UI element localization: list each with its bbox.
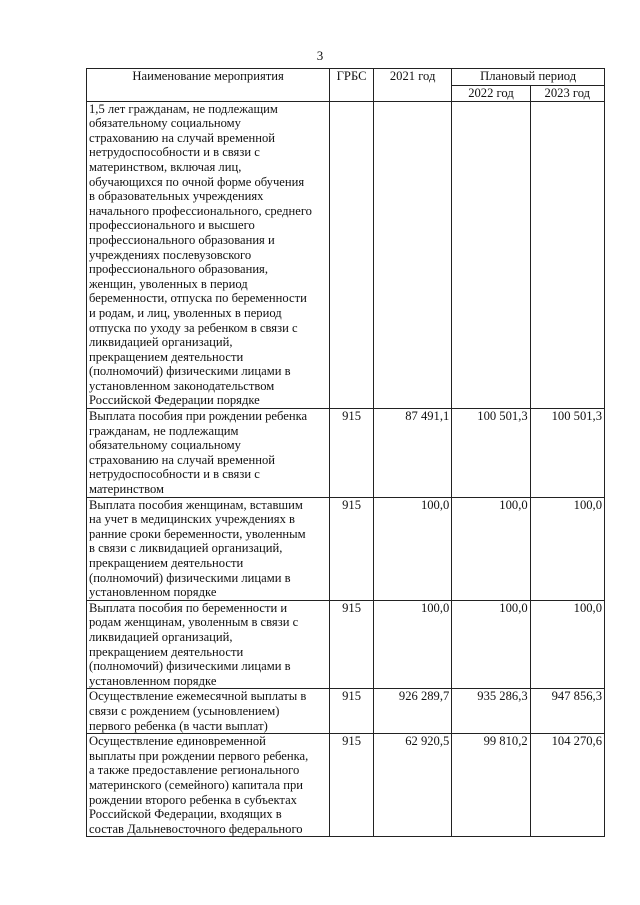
row-2023: 100,0 <box>530 600 604 689</box>
row-2023: 104 270,6 <box>530 734 604 837</box>
row-name: Осуществление ежемесячной выплаты в связи с рождением (усыновлением) первого ребенка (в части выплат) <box>87 689 330 734</box>
row-name: Выплата пособия по беременности и родам женщинам, уволенным в связи с ликвидацией организаций, прекращением деятельности (полномочий) физическими лицами в установленном порядке <box>87 600 330 689</box>
header-2023: 2023 год <box>530 86 604 102</box>
header-2022: 2022 год <box>452 86 530 102</box>
row-2023 <box>530 101 604 408</box>
table-row <box>87 101 605 408</box>
row-name: Осуществление единовременной выплаты при рождении первого ребенка, а также предоставление регионального материнского (семейного) капитала при рождении второго ребенка в субъектах Российской Федерации, входящих в состав Дальневосточного федерального <box>87 734 330 837</box>
row-2021: 62 920,5 <box>373 734 451 837</box>
row-grbs: 915 <box>330 689 374 734</box>
row-grbs: 915 <box>330 497 374 600</box>
header-2021: 2021 год <box>373 69 451 102</box>
table-row <box>87 600 605 689</box>
header-grbs: ГРБС <box>330 69 374 102</box>
table-row <box>87 497 605 600</box>
table-row <box>87 689 605 734</box>
row-2021: 100,0 <box>373 600 451 689</box>
row-2021: 926 289,7 <box>373 689 451 734</box>
header-planned-period: Плановый период <box>452 69 605 86</box>
row-2023: 100 501,3 <box>530 409 604 498</box>
row-grbs: 915 <box>330 734 374 837</box>
row-2022: 100 501,3 <box>452 409 530 498</box>
row-2022 <box>452 101 530 408</box>
row-name: 1,5 лет гражданам, не подлежащим обязательному социальному страхованию на случай временной нетрудоспособности и в связи с материнством, включая лиц, обучающихся по очной форме обучения в образовательных учреждениях начального профессионального, среднего профессионального и высшего профессионального образования и учреждениях послевузовского профессионального образования, женщин, уволенных в период беременности, отпуска по беременности и родам, и лиц, уволенных в период отпуска по уходу за ребенком в связи с ликвидацией организаций, прекращением деятельности (полномочий) физическими лицами в установленном законодательством Российской Федерации порядке <box>87 101 330 408</box>
row-2022: 100,0 <box>452 497 530 600</box>
row-name: Выплата пособия при рождении ребенка гражданам, не подлежащим обязательному социальному страхованию на случай временной нетрудоспособности и в связи с материнством <box>87 409 330 498</box>
table-row <box>87 409 605 498</box>
row-2023: 100,0 <box>530 497 604 600</box>
row-2021: 100,0 <box>373 497 451 600</box>
table-row <box>87 734 605 837</box>
row-2022: 99 810,2 <box>452 734 530 837</box>
row-grbs: 915 <box>330 409 374 498</box>
row-grbs <box>330 101 374 408</box>
header-name: Наименование мероприятия <box>87 69 330 102</box>
page-number: 3 <box>316 48 324 63</box>
row-2021 <box>373 101 451 408</box>
row-2021: 87 491,1 <box>373 409 451 498</box>
row-2023: 947 856,3 <box>530 689 604 734</box>
row-2022: 935 286,3 <box>452 689 530 734</box>
budget-table <box>86 68 605 837</box>
row-2022: 100,0 <box>452 600 530 689</box>
row-name: Выплата пособия женщинам, вставшим на учет в медицинских учреждениях в ранние сроки беременности, уволенным в связи с ликвидацией организаций, прекращением деятельности (полномочий) физическими лицами в установленном порядке <box>87 497 330 600</box>
row-grbs: 915 <box>330 600 374 689</box>
